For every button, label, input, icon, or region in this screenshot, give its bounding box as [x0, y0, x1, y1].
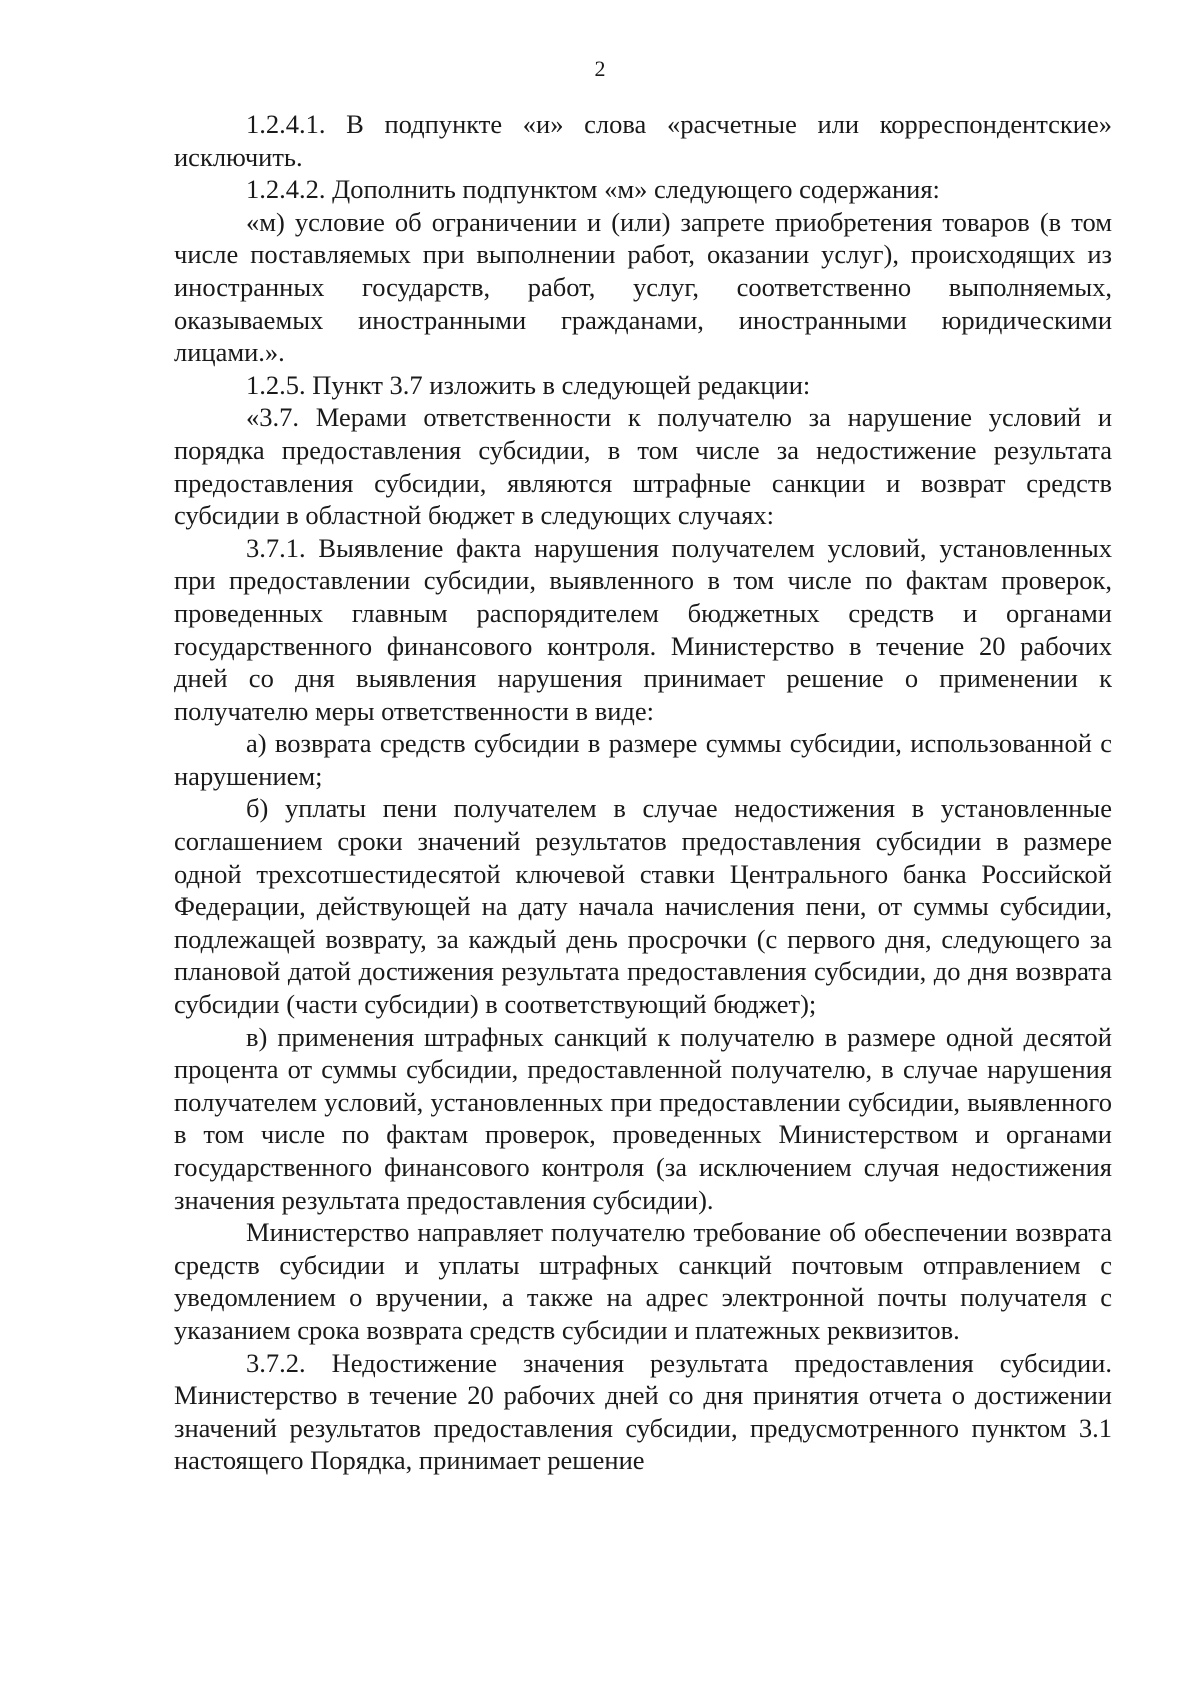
- paragraph-ministry-requirement: Министерство направляет получателю требование об обеспечении возврата средств субсидии и уплаты штрафных санкций почтовым отправлением с уведомлением о вручении, а также на адрес электронной почты получателя с указанием срока возврата средств субсидии и платежных реквизитов.: [174, 1217, 1112, 1345]
- paragraph-3-7-1: 3.7.1. Выявление факта нарушения получателем условий, установленных при предоставлении субсидии, выявленного в том числе по фактам проверок, проведенных главным распорядителем бюджетных средств и органами государственного финансового контроля. Министерство в течение 20 рабочих дней со дня выявления нарушения принимает решение о применении к получателю меры ответственности в виде:: [174, 532, 1112, 726]
- paragraph-item-v: в) применения штрафных санкций к получателю в размере одной десятой процента от суммы субсидии, предоставленной получателю, в случае нарушения получателем условий, установленных при предоставлении субсидии, выявленного в том числе по фактам проверок, проведенных Министерством и органами государственного финансового контроля (за исключением случая недостижения значения результата предоставления субсидии).: [174, 1021, 1112, 1215]
- paragraph-3-7-2: 3.7.2. Недостижение значения результата предоставления субсидии. Министерство в течение 20 рабочих дней со дня принятия отчета о достижении значений результатов предоставления субсидии, предусмотренного пунктом 3.1 настоящего Порядка, принимает решение: [174, 1347, 1112, 1476]
- paragraph-3-7: «3.7. Мерами ответственности к получателю за нарушение условий и порядка предоставления субсидии, в том числе за недостижение результата предоставления субсидии, являются штрафные санкции и возврат средств субсидии в областной бюджет в следующих случаях:: [174, 402, 1112, 531]
- paragraph-1-2-4-1: 1.2.4.1. В подпункте «и» слова «расчетные или корреспондентские» исключить.: [174, 109, 1112, 172]
- page-number: 2: [594, 56, 606, 81]
- document-body: [174, 108, 1112, 1477]
- paragraph-item-a: а) возврата средств субсидии в размере суммы субсидии, использованной с нарушением;: [174, 728, 1112, 791]
- paragraph-1-2-4-2: 1.2.4.2. Дополнить подпунктом «м» следующего содержания:: [246, 174, 940, 205]
- paragraph-item-b: б) уплаты пени получателем в случае недостижения в установленные соглашением сроки значений результатов предоставления субсидии в размере одной трехсотшестидесятой ключевой ставки Центрального банка Российской Федерации, действующей на дату начала начисления пени, от суммы субсидии, подлежащей возврату, за каждый день просрочки (с первого дня, следующего за плановой датой достижения результата предоставления субсидии, до дня возврата субсидии (части субсидии) в соответствующий бюджет);: [174, 793, 1112, 1020]
- paragraph-subpoint-m: «м) условие об ограничении и (или) запрете приобретения товаров (в том числе поставляемых при выполнении работ, оказании услуг), происходящих из иностранных государств, работ, услуг, соответственно выполняемых, оказываемых иностранными гражданами, иностранными юридическими лицами.».: [174, 206, 1112, 368]
- paragraph-1-2-5: 1.2.5. Пункт 3.7 изложить в следующей редакции:: [246, 369, 811, 400]
